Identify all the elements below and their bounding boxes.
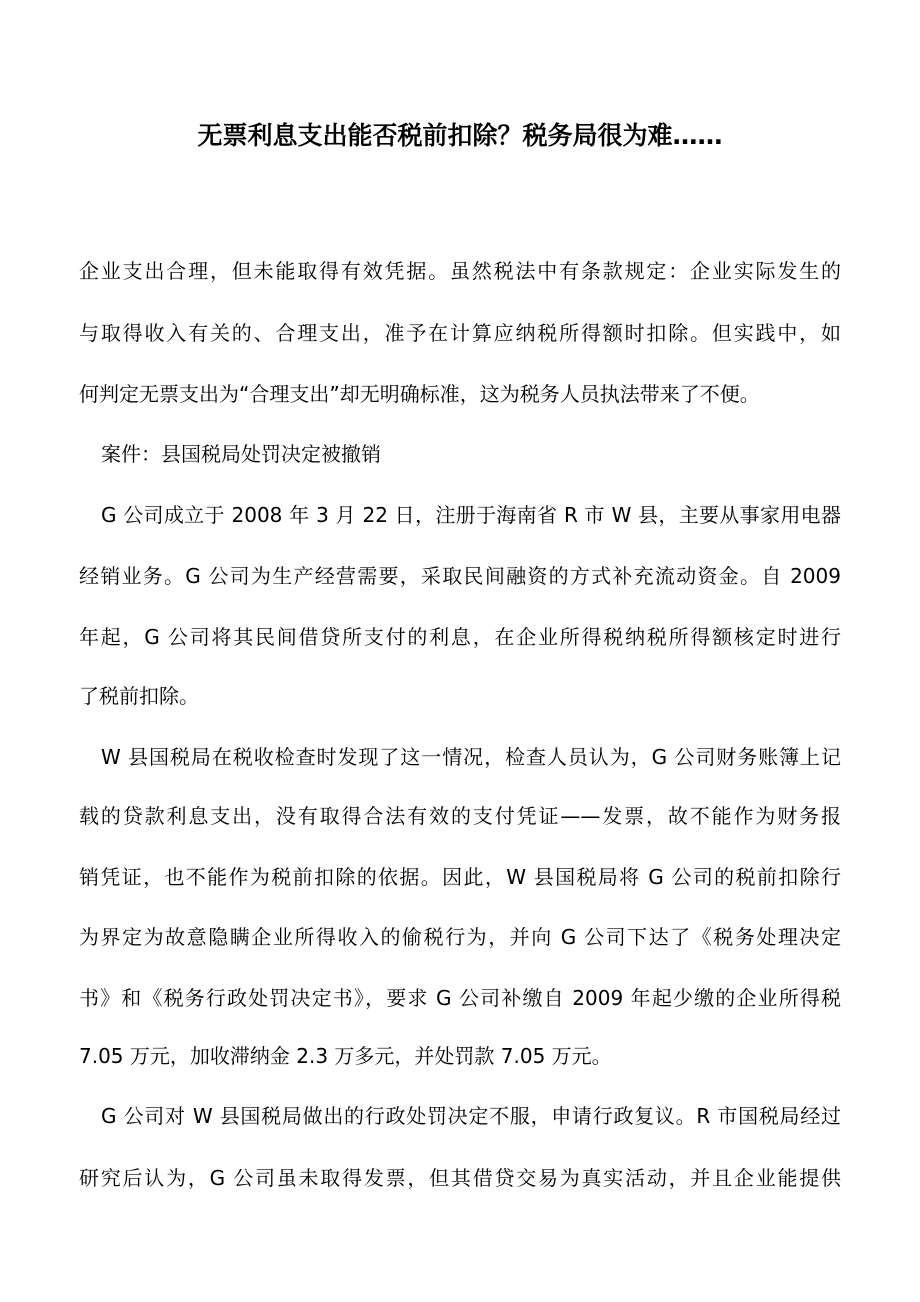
paragraph-line: W 县国税局在税收检查时发现了这一情况，检查人员认为，G 公司财务账簿上记: [101, 745, 841, 769]
paragraph-line: 书》和《税务行政处罚决定书》，要求 G 公司补缴自 2009 年起少缴的企业所得税: [79, 986, 841, 1010]
paragraph-line: 企业支出合理，但未能取得有效凭据。虽然税法中有条款规定：企业实际发生的: [79, 259, 841, 283]
paragraph-line: 与取得收入有关的、合理支出，准予在计算应纳税所得额时扣除。但实践中，如: [79, 321, 841, 345]
paragraph-line: 销凭证，也不能作为税前扣除的依据。因此，W 县国税局将 G 公司的税前扣除行: [79, 865, 841, 889]
paragraph-line: 年起，G 公司将其民间借贷所支付的利息，在企业所得税纳税所得额核定时进行: [79, 625, 841, 649]
paragraph-line: 经销业务。G 公司为生产经营需要，采取民间融资的方式补充流动资金。自 2009: [79, 564, 841, 588]
paragraph-line: 7.05 万元，加收滞纳金 2.3 万多元，并处罚款 7.05 万元。: [79, 1044, 612, 1068]
paragraph-line: 研究后认为，G 公司虽未取得发票，但其借贷交易为真实活动，并且企业能提供: [79, 1166, 841, 1190]
paragraph-line: 何判定无票支出为“合理支出”却无明确标准，这为税务人员执法带来了不便。: [79, 382, 760, 406]
document-title: 无票利息支出能否税前扣除？税务局很为难……: [197, 121, 723, 150]
section-heading: 案件：县国税局处罚决定被撤销: [101, 442, 381, 466]
paragraph-line: 载的贷款利息支出，没有取得合法有效的支付凭证——发票，故不能作为财务报: [79, 804, 841, 828]
paragraph-line: G 公司对 W 县国税局做出的行政处罚决定不服，申请行政复议。R 市国税局经过: [101, 1104, 841, 1128]
paragraph-line: G 公司成立于 2008 年 3 月 22 日，注册于海南省 R 市 W 县，主要从事家用电器: [101, 503, 841, 527]
paragraph-line: 了税前扣除。: [79, 684, 199, 708]
paragraph-line: 为界定为故意隐瞒企业所得收入的偷税行为，并向 G 公司下达了《税务处理决定: [79, 925, 841, 949]
